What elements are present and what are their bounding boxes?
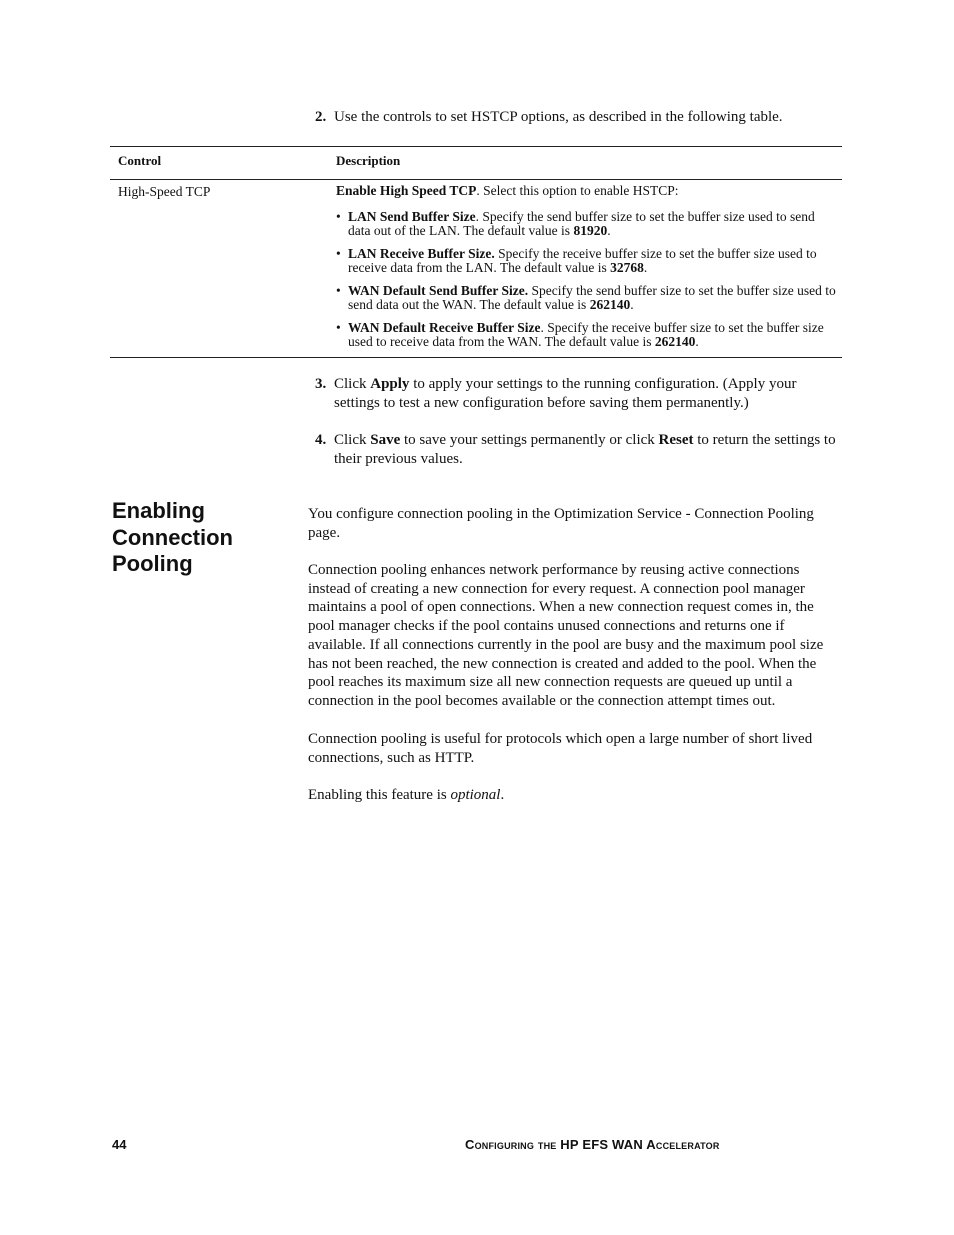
step-text-part: to save your settings permanently or click xyxy=(400,432,659,448)
table-cell-control: High-Speed TCP xyxy=(118,184,211,199)
paragraph: You configure connection pooling in the Optimization Service - Connection Pooling page. xyxy=(308,506,814,541)
save-term: Save xyxy=(370,432,401,448)
heading-line: Enabling xyxy=(112,498,205,523)
item-value: 32768 xyxy=(610,260,644,275)
bullet-icon: • xyxy=(336,245,341,261)
step-text-part: to apply your settings to the running configuration. (Apply your settings to test a new configuration before saving them permanently.) xyxy=(334,376,797,411)
item-term: LAN Receive Buffer Size. xyxy=(348,245,495,261)
paragraph-end: . xyxy=(500,787,505,803)
intro-text: . Select this option to enable HSTCP: xyxy=(476,183,679,198)
item-end: . xyxy=(643,260,648,275)
step-text-part: Click xyxy=(334,432,371,448)
table-bottom-rule xyxy=(110,357,842,358)
step-number: 3. xyxy=(315,376,327,392)
list-item xyxy=(336,210,836,239)
step-text-part: Click xyxy=(334,376,371,392)
item-term: LAN Send Buffer Size xyxy=(348,208,476,224)
item-value: 81920 xyxy=(573,223,608,238)
item-value: 262140 xyxy=(589,297,631,312)
step-number: 2. xyxy=(315,109,327,125)
paragraph: Connection pooling enhances network performance by reusing active connections instead of creating a new connection for every request. A connection pool manager maintains a pool of open connections. When a new connection request comes in, the pool manager checks if the pool contains unused connections and returns one if available. If all connections currently in the pool are busy and the maximum pool size has not been reached, the new connection is created and added to the pool. When the pool reaches its maximum size all new connection requests are queued up until a connection in the pool becomes available or the connection attempt times out. xyxy=(308,562,824,709)
table-header-description: Description xyxy=(336,153,401,168)
list-item xyxy=(336,247,836,276)
paragraph-text: Enabling this feature is xyxy=(308,787,451,803)
optional-term: optional xyxy=(450,787,501,803)
page-number: 44 xyxy=(112,1137,127,1152)
item-text: . Specify the receive buffer size to set the buffer size used to receive data from the WAN. The default value is xyxy=(348,319,824,349)
bullet-icon: • xyxy=(336,319,341,335)
option-list xyxy=(336,210,836,350)
intro-bold: Enable High Speed TCP xyxy=(336,183,477,198)
step-3 xyxy=(315,375,845,412)
paragraph xyxy=(308,786,843,805)
running-footer-title: Configuring the HP EFS WAN Accelerator xyxy=(465,1137,720,1152)
item-text: Specify the receive buffer size to set the buffer size used to receive data from the LAN. The default value is xyxy=(348,245,817,275)
table-cell-description xyxy=(336,184,836,358)
reset-term: Reset xyxy=(658,432,694,448)
step-text xyxy=(334,431,845,468)
step-4 xyxy=(315,431,845,468)
step-text-part: to return the settings to their previous values. xyxy=(334,432,836,467)
step-text: Use the controls to set HSTCP options, as described in the following table. xyxy=(334,109,783,125)
step-number: 4. xyxy=(315,432,327,448)
table-top-rule xyxy=(110,146,842,147)
step-text xyxy=(334,375,845,412)
list-item xyxy=(336,321,836,350)
bullet-icon: • xyxy=(336,208,341,224)
item-text: . Specify the send buffer size to set the buffer size used to send data out of the LAN. The default value is xyxy=(348,208,815,238)
item-end: . xyxy=(607,223,611,238)
bullet-icon: • xyxy=(336,282,341,298)
table-header-control: Control xyxy=(118,153,162,168)
item-term: WAN Default Send Buffer Size. xyxy=(348,282,529,298)
heading-line: Pooling xyxy=(112,551,193,576)
item-text: Specify the send buffer size to set the buffer size used to send data out the WAN. The default value is xyxy=(348,282,836,312)
item-end: . xyxy=(630,297,634,312)
list-item xyxy=(336,284,836,313)
heading-line: Connection xyxy=(112,524,233,550)
section-heading xyxy=(112,498,292,578)
item-value: 262140 xyxy=(654,334,696,349)
apply-term: Apply xyxy=(370,376,410,392)
step-2 xyxy=(315,108,845,127)
paragraph: Connection pooling is useful for protocols which open a large number of short lived connections, such as HTTP. xyxy=(308,731,813,766)
table-header-rule xyxy=(110,179,842,180)
item-term: WAN Default Receive Buffer Size xyxy=(348,319,541,335)
item-end: . xyxy=(695,334,699,349)
description-intro xyxy=(336,184,836,199)
